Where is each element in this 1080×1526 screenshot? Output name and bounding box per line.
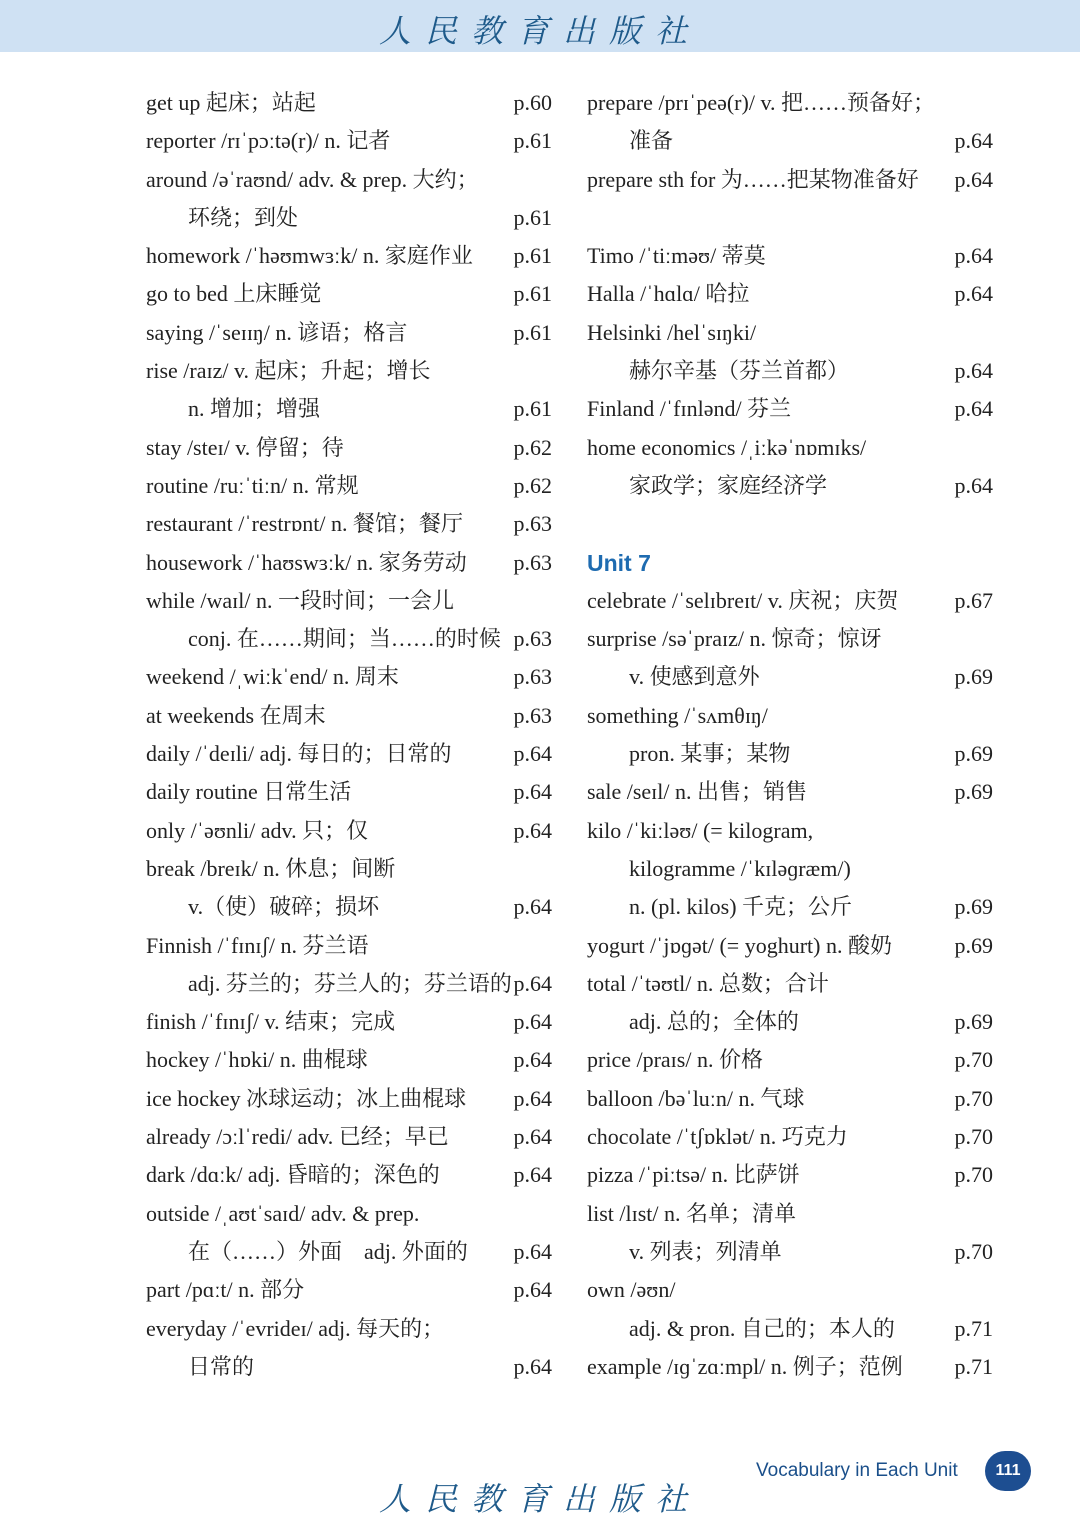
entry-text: part /pɑːt/ n. 部分 (146, 1277, 305, 1303)
entry-text: Finnish /ˈfɪnɪʃ/ n. 芬兰语 (146, 932, 369, 958)
entry-text: prepare sth for 为……把某物准备好 (587, 166, 919, 192)
page-reference: p.70 (954, 1085, 993, 1111)
page-reference: p.63 (513, 664, 552, 690)
vocab-entry (587, 352, 993, 390)
entry-text: kilo /ˈkiːləʊ/ (= kilogram, (587, 817, 814, 843)
vocab-entry (587, 1003, 993, 1041)
entry-text: 家政学；家庭经济学 (629, 472, 828, 498)
entry-text: weekend /ˌwiːkˈend/ n. 周末 (146, 664, 399, 690)
vocab-entry (146, 697, 552, 735)
vocab-entry (146, 84, 552, 122)
vocab-entry (146, 467, 552, 505)
page-reference: p.69 (954, 664, 993, 690)
page-reference: p.62 (513, 472, 552, 498)
vocab-entry (587, 1156, 993, 1194)
entry-text: outside /ˌaʊtˈsaɪd/ adv. & prep. (146, 1200, 420, 1226)
entry-text: prepare /prɪˈpeə(r)/ v. 把……预备好； (587, 90, 936, 115)
vocab-entry (146, 888, 552, 926)
vocab-entry (146, 850, 552, 888)
spacer (587, 199, 993, 237)
page-reference: p.64 (513, 894, 552, 920)
page-number-badge: 111 (985, 1451, 1031, 1491)
entry-text: v. 使感到意外 (629, 664, 760, 690)
entry-text: n. (pl. kilos) 千克；公斤 (629, 894, 853, 920)
vocab-entry (587, 1348, 993, 1386)
page-reference: p.61 (513, 243, 552, 269)
entry-text: at weekends 在周末 (146, 702, 326, 728)
vocab-entry (146, 1156, 552, 1194)
entry-text: kilogramme /ˈkɪləɡræm/) (629, 855, 851, 881)
vocab-entry (587, 735, 993, 773)
page-reference: p.60 (513, 90, 552, 115)
vocab-entry (146, 1348, 552, 1386)
vocab-entry (146, 390, 552, 428)
entry-text: example /ɪɡˈzɑːmpl/ n. 例子；范例 (587, 1353, 903, 1379)
entry-text: sale /seɪl/ n. 出售；销售 (587, 779, 807, 805)
entry-text: conj. 在……期间；当……的时候 (188, 626, 501, 652)
entry-text: reporter /rɪˈpɔːtə(r)/ n. 记者 (146, 128, 391, 154)
page-reference: p.64 (954, 472, 993, 498)
vocab-entry (587, 850, 993, 888)
entry-text: list /lɪst/ n. 名单；清单 (587, 1200, 797, 1226)
page-reference: p.70 (954, 1162, 993, 1188)
vocab-entry (587, 658, 993, 696)
page-reference: p.61 (513, 128, 552, 154)
page-reference: p.64 (513, 1238, 552, 1264)
entry-text: saying /ˈseɪɪŋ/ n. 谚语；格言 (146, 319, 408, 345)
vocab-entry (146, 275, 552, 313)
entry-text: home economics /ˌiːkəˈnɒmɪks/ (587, 434, 867, 460)
page-reference: p.64 (513, 1353, 552, 1379)
page-reference: p.63 (513, 626, 552, 652)
entry-text: homework /ˈhəʊmwɜːk/ n. 家庭作业 (146, 243, 473, 269)
vocab-entry (587, 888, 993, 926)
publisher-logo-bottom: 人民教育出版社 (378, 1480, 701, 1518)
page-reference: p.61 (513, 396, 552, 422)
vocab-entry (146, 582, 552, 620)
vocab-entry (587, 773, 993, 811)
entry-text: something /ˈsʌmθɪŋ/ (587, 702, 768, 728)
page-reference: p.63 (513, 549, 552, 575)
vocab-entry (146, 812, 552, 850)
vocab-entry (587, 1080, 993, 1118)
page-reference: p.64 (513, 741, 552, 767)
vocab-entry (146, 1118, 552, 1156)
entry-text: restaurant /ˈrestrɒnt/ n. 餐馆；餐厅 (146, 511, 463, 537)
vocabulary-column-left (146, 84, 552, 1386)
vocab-entry (146, 658, 552, 696)
entry-text: while /waɪl/ n. 一段时间；一会儿 (146, 587, 454, 613)
page-reference: p.64 (513, 1277, 552, 1303)
vocab-entry (146, 314, 552, 352)
entry-text: around /əˈraʊnd/ adv. & prep. 大约； (146, 166, 479, 192)
entry-text: Halla /ˈhɑlɑ/ 哈拉 (587, 281, 750, 307)
vocab-entry (587, 697, 993, 735)
vocab-entry (587, 161, 993, 199)
entry-text: surprise /səˈpraɪz/ n. 惊奇；惊讶 (587, 626, 882, 652)
vocab-entry (587, 237, 993, 275)
vocab-entry (146, 352, 552, 390)
unit-heading (587, 544, 993, 582)
entry-text: adj. & pron. 自己的；本人的 (629, 1315, 895, 1341)
vocab-entry (146, 965, 552, 1003)
page-reference: p.70 (954, 1238, 993, 1264)
entry-text: pron. 某事；某物 (629, 741, 791, 767)
entry-text: 赫尔辛基（芬兰首都） (629, 358, 850, 384)
entry-text: stay /steɪ/ v. 停留；待 (146, 434, 344, 460)
vocab-entry (146, 544, 552, 582)
entry-text: Finland /ˈfɪnlənd/ 芬兰 (587, 396, 792, 422)
entry-text: housework /ˈhaʊswɜːk/ n. 家务劳动 (146, 549, 467, 575)
page-reference: p.64 (513, 970, 552, 996)
page-reference: p.62 (513, 434, 552, 460)
entry-text: 在（……）外面 adj. 外面的 (188, 1238, 468, 1264)
vocab-entry (587, 1271, 993, 1309)
vocab-entry (146, 773, 552, 811)
entry-text: daily routine 日常生活 (146, 779, 352, 805)
vocab-entry (146, 122, 552, 160)
spacer (587, 505, 993, 543)
entry-text: balloon /bəˈluːn/ n. 气球 (587, 1085, 805, 1111)
page-reference: p.64 (513, 1162, 552, 1188)
page-reference: p.64 (954, 358, 993, 384)
page-reference: p.64 (513, 1085, 552, 1111)
vocab-entry (146, 1271, 552, 1309)
vocab-entry (587, 620, 993, 658)
page-reference: p.69 (954, 932, 993, 958)
entry-text: rise /raɪz/ v. 起床；升起；增长 (146, 358, 431, 384)
vocab-entry (146, 1233, 552, 1271)
entry-text: v. 列表；列清单 (629, 1238, 782, 1264)
vocabulary-column-right (587, 84, 993, 1386)
page-reference: p.61 (513, 204, 552, 230)
page-reference: p.64 (513, 817, 552, 843)
entry-text: Timo /ˈtiːməʊ/ 蒂莫 (587, 243, 766, 269)
page-reference: p.71 (954, 1315, 993, 1341)
vocab-entry (146, 237, 552, 275)
vocab-entry (146, 620, 552, 658)
entry-text: go to bed 上床睡觉 (146, 281, 322, 307)
page-reference: p.64 (954, 166, 993, 192)
page-reference: p.63 (513, 702, 552, 728)
entry-text: 准备 (629, 128, 674, 154)
entry-text: get up 起床；站起 (146, 90, 316, 115)
vocab-entry (587, 429, 993, 467)
publisher-logo-top: 人民教育出版社 (378, 12, 701, 50)
vocab-entry (146, 1195, 552, 1233)
entry-text: already /ɔːlˈredi/ adv. 已经；早已 (146, 1124, 449, 1150)
vocab-entry (587, 275, 993, 313)
vocab-entry (587, 927, 993, 965)
entry-text: adj. 总的；全体的 (629, 1009, 799, 1035)
vocab-entry (146, 505, 552, 543)
vocab-entry (146, 735, 552, 773)
entry-text: break /breɪk/ n. 休息；间断 (146, 855, 396, 881)
page-reference: p.64 (954, 243, 993, 269)
vocab-entry (587, 965, 993, 1003)
page-reference: p.64 (513, 1047, 552, 1073)
page-reference: p.69 (954, 1009, 993, 1035)
page-reference: p.64 (954, 396, 993, 422)
vocab-entry (587, 1195, 993, 1233)
page-reference: p.64 (513, 1009, 552, 1035)
entry-text: total /ˈtəʊtl/ n. 总数；合计 (587, 970, 829, 996)
entry-text: yogurt /ˈjɒɡət/ (= yoghurt) n. 酸奶 (587, 932, 892, 958)
entry-text: adj. 芬兰的；芬兰人的；芬兰语的 (188, 970, 512, 996)
vocab-entry (587, 122, 993, 160)
entry-text: 日常的 (188, 1353, 255, 1379)
vocab-entry (146, 1310, 552, 1348)
unit-title: Unit 7 (587, 549, 651, 576)
page-reference: p.71 (954, 1353, 993, 1379)
vocab-entry (587, 84, 993, 122)
vocab-entry (146, 429, 552, 467)
vocab-entry (146, 1041, 552, 1079)
page-reference: p.61 (513, 281, 552, 307)
entry-text: v.（使）破碎；损坏 (188, 894, 380, 920)
entry-text: daily /ˈdeɪli/ adj. 每日的；日常的 (146, 741, 452, 767)
entry-text: celebrate /ˈselɪbreɪt/ v. 庆祝；庆贺 (587, 587, 899, 613)
page-reference: p.70 (954, 1124, 993, 1150)
section-label: Vocabulary in Each Unit (756, 1460, 958, 1481)
entry-text: price /praɪs/ n. 价格 (587, 1047, 763, 1073)
entry-text: only /ˈəʊnli/ adv. 只；仅 (146, 817, 369, 843)
page-reference: p.63 (513, 511, 552, 537)
vocab-entry (587, 1233, 993, 1271)
vocab-entry (146, 1080, 552, 1118)
page-reference: p.70 (954, 1047, 993, 1073)
entry-text: dark /dɑːk/ adj. 昏暗的；深色的 (146, 1162, 440, 1188)
page-reference: p.61 (513, 319, 552, 345)
entry-text: everyday /ˈevrideɪ/ adj. 每天的； (146, 1315, 445, 1341)
vocab-entry (587, 390, 993, 428)
vocab-entry (587, 582, 993, 620)
page-reference: p.67 (954, 587, 993, 613)
entry-text: routine /ruːˈtiːn/ n. 常规 (146, 472, 359, 498)
entry-text: pizza /ˈpiːtsə/ n. 比萨饼 (587, 1162, 800, 1188)
vocab-entry (587, 1310, 993, 1348)
vocab-entry (146, 1003, 552, 1041)
vocab-entry (587, 314, 993, 352)
vocab-entry (146, 927, 552, 965)
vocab-entry (587, 1041, 993, 1079)
page-reference: p.64 (954, 281, 993, 307)
vocab-entry (587, 1118, 993, 1156)
entry-text: ice hockey 冰球运动；冰上曲棍球 (146, 1085, 467, 1111)
entry-text: Helsinki /helˈsɪŋki/ (587, 319, 757, 345)
page-reference: p.69 (954, 779, 993, 805)
vocab-entry (587, 467, 993, 505)
page-reference: p.64 (513, 779, 552, 805)
entry-text: hockey /ˈhɒki/ n. 曲棍球 (146, 1047, 368, 1073)
page-reference: p.64 (954, 128, 993, 154)
vocab-entry (587, 812, 993, 850)
entry-text: chocolate /ˈtʃɒklət/ n. 巧克力 (587, 1124, 848, 1150)
entry-text: 环绕；到处 (188, 204, 299, 230)
page-reference: p.69 (954, 894, 993, 920)
entry-text: finish /ˈfɪnɪʃ/ v. 结束；完成 (146, 1009, 396, 1035)
page-reference: p.69 (954, 741, 993, 767)
entry-text: n. 增加；增强 (188, 396, 321, 422)
page-reference: p.64 (513, 1124, 552, 1150)
vocab-entry (146, 199, 552, 237)
entry-text: own /əʊn/ (587, 1277, 676, 1303)
vocab-entry (146, 161, 552, 199)
